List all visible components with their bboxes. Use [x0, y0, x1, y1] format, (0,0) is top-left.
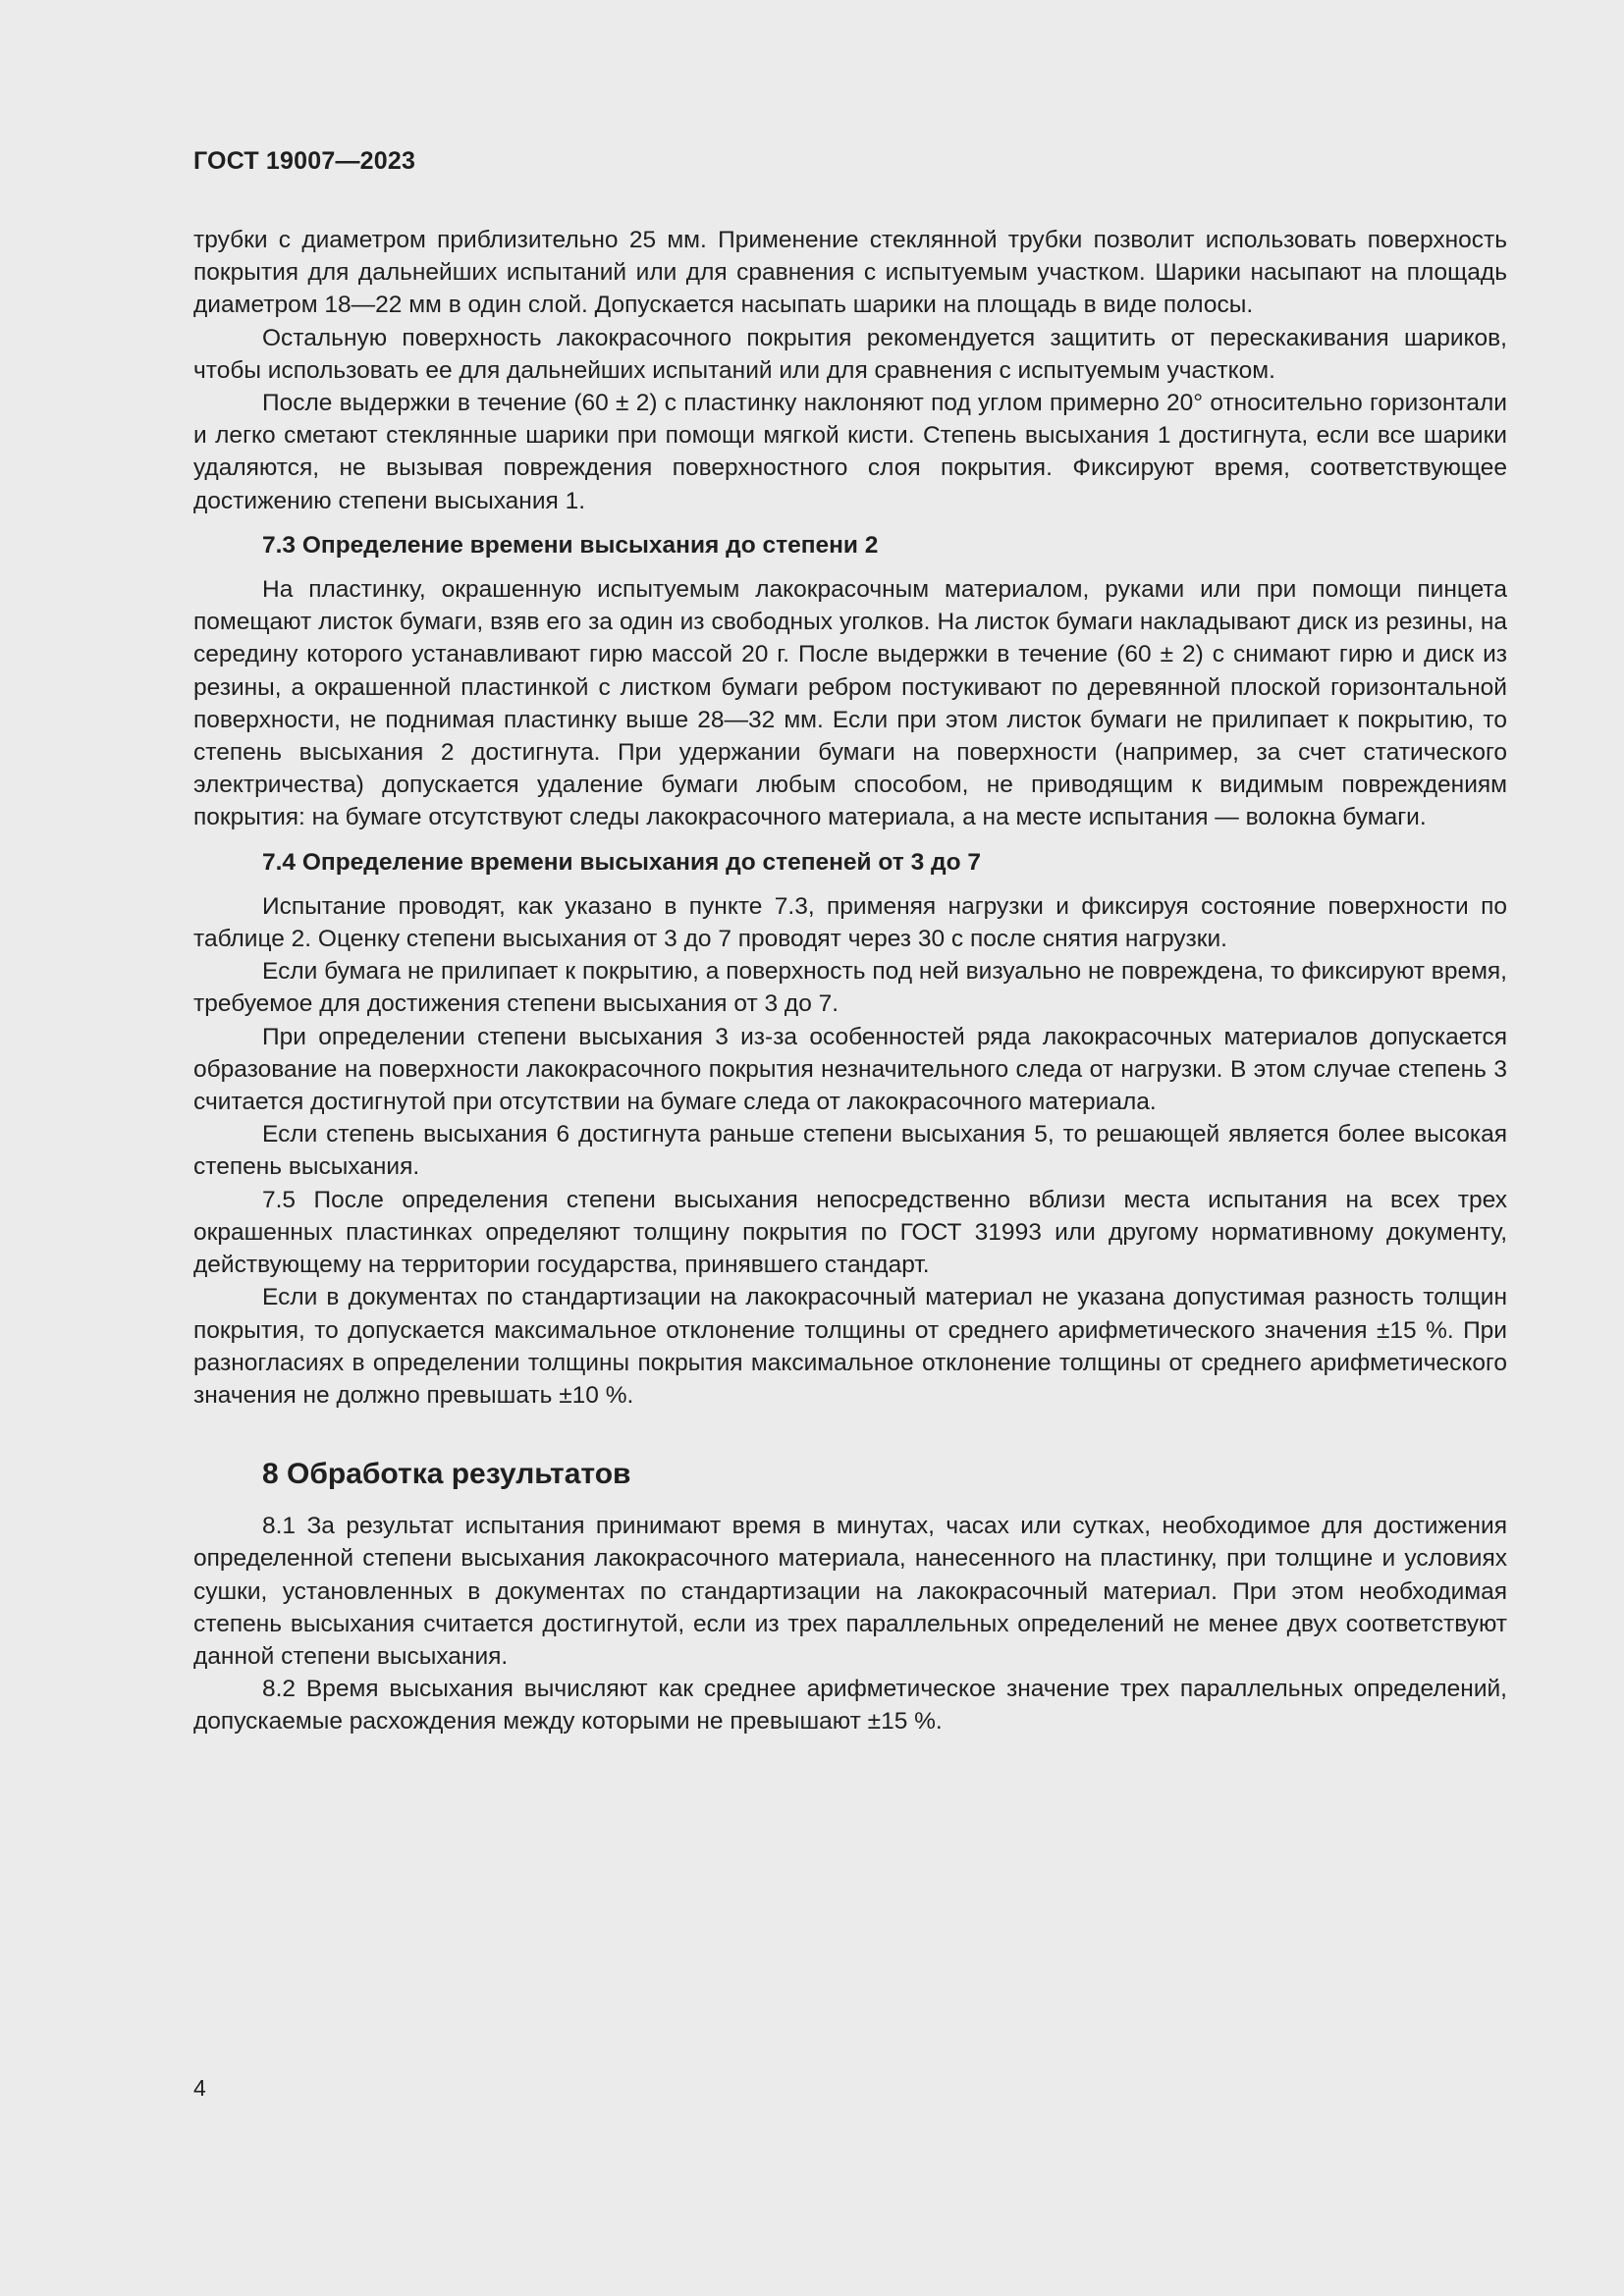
paragraph-7-5: 7.5 После определения степени высыхания непосредственно вблизи места испытания на всех трех окрашенных пластинках определяют толщину покрытия по ГОСТ 31993 или другому нормативному документу, действующему на территории государства, принявшего стандарт. — [193, 1186, 1507, 1279]
paragraph: При определении степени высыхания 3 из-за особенностей ряда лакокрасочных материалов допускается образование на поверхности лакокрасочного покрытия незначительного следа от нагрузки. В этом случае степень 3 считается достигнутой при отсутствии на бумаге следа от лакокрасочного материала. — [193, 1023, 1507, 1116]
paragraph-8-2: 8.2 Время высыхания вычисляют как среднее арифметическое значение трех параллельных определений, допускаемые расхождения между которыми не превышают ±15 %. — [193, 1676, 1507, 1735]
paragraph: Испытание проводят, как указано в пункте 7.3, применяя нагрузки и фиксируя состояние поверхности по таблице 2. Оценку степени высыхания от 3 до 7 проводят через 30 с после снятия нагрузки. — [193, 892, 1507, 953]
document-body — [193, 224, 1507, 1738]
paragraph: Если степень высыхания 6 достигнута раньше степени высыхания 5, то решающей является более высокая степень высыхания. — [193, 1121, 1507, 1181]
subsection-heading-7-3: 7.3 Определение времени высыхания до степени 2 — [262, 531, 879, 559]
paragraph: Если бумага не прилипает к покрытию, а поверхность под ней визуально не повреждена, то фиксируют время, требуемое для достижения степени высыхания от 3 до 7. — [193, 958, 1507, 1018]
subsection-heading-7-4: 7.4 Определение времени высыхания до степеней от 3 до 7 — [262, 848, 981, 876]
document-page — [193, 0, 1507, 2296]
section-heading-8: 8 Обработка результатов — [262, 1458, 631, 1491]
paragraph: Остальную поверхность лакокрасочного покрытия рекомендуется защитить от перескакивания шариков, чтобы использовать ее для дальнейших испытаний или для сравнения с испытуемым участком. — [193, 324, 1507, 384]
document-header: ГОСТ 19007—2023 — [193, 147, 416, 175]
paragraph: После выдержки в течение (60 ± 2) с пластинку наклоняют под углом примерно 20° относительно горизонтали и легко сметают стеклянные шарики при помощи мягкой кисти. Степень высыхания 1 достигнута, если все шарики удаляются, не вызывая повреждения поверхностного слоя покрытия. Фиксируют время, соответствующее достижению степени высыхания 1. — [193, 390, 1507, 514]
paragraph: На пластинку, окрашенную испытуемым лакокрасочным материалом, руками или при помощи пинцета помещают листок бумаги, взяв его за один из свободных уголков. На листок бумаги накладывают диск из резины, на середину которого устанавливают гирю массой 20 г. После выдержки в течение (60 ± 2) с снимают гирю и диск из резины, а окрашенной пластинкой с листком бумаги ребром постукивают по деревянной плоской горизонтальной поверхности, не поднимая пластинку выше 28—32 мм. Если при этом листок бумаги не прилипает к покрытию, то степень высыхания 2 достигнута. При удержании бумаги на поверхности (например, за счет статического электричества) допускается удаление бумаги любым способом, не приводящим к видимым повреждениям покрытия: на бумаге отсутствуют следы лакокрасочного материала, а на месте испытания — волокна бумаги. — [193, 576, 1507, 831]
paragraph-8-1: 8.1 За результат испытания принимают время в минутах, часах или сутках, необходимое для достижения определенной степени высыхания лакокрасочного материала, нанесенного на пластинку, при толщине и условиях сушки, установленных в документах по стандартизации на лакокрасочный материал. При этом необходимая степень высыхания считается достигнутой, если из трех параллельных определений не менее двух соответствуют данной степени высыхания. — [193, 1513, 1507, 1670]
paragraph-continued: трубки с диаметром приблизительно 25 мм. Применение стеклянной трубки позволит использовать поверхность покрытия для дальнейших испытаний или для сравнения с испытуемым участком. Шарики насыпают на площадь диаметром 18—22 мм в один слой. Допускается насыпать шарики на площадь в виде полосы. — [193, 227, 1507, 319]
paragraph: Если в документах по стандартизации на лакокрасочный материал не указана допустимая разность толщин покрытия, то допускается максимальное отклонение толщины от среднего арифметического значения ±15 %. При разногласиях в определении толщины покрытия максимальное отклонение толщины от среднего арифметического значения не должно превышать ±10 %. — [193, 1284, 1507, 1409]
page-number: 4 — [193, 2075, 206, 2101]
